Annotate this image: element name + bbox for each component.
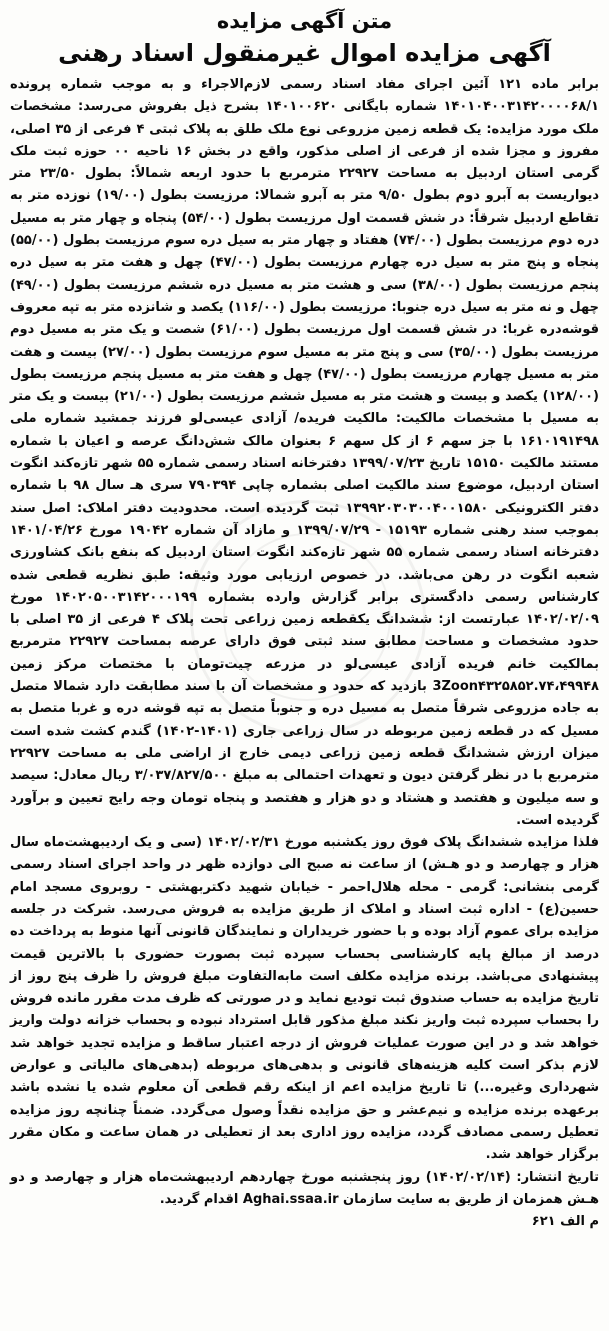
- publication-suffix: اقدام گردید.: [159, 1191, 239, 1207]
- publication-date-text: تاریخ انتشار: (۱۴۰۲/۰۲/۱۴) روز پنجشنبه مورخ چهاردهم اردیبهشت‌ماه هزار و چهارصد و دو هـش همزمان از طریق به سایت سازمان: [10, 1169, 599, 1207]
- notice-reference-code: م الف ۶۲۱: [531, 1214, 599, 1230]
- auction-terms-paragraph: فلذا مزایده ششدانگ پلاک فوق روز یکشنبه مورخ ۱۴۰۲/۰۲/۳۱ (سی و یک اردیبهشت‌ماه سال هزار و چهارصد و دو هـش) از ساعت نه صبح الی دوازده ظهر در واحد اجرای اسناد رسمی گرمی بنشانی: گرمی - محله هلال‌احمر - خیابان شهید دکتربهشتی - روبروی مسجد امام حسین(ع) - اداره ثبت اسناد و املاک از طریق مزایده به فروش می‌رسد. شرکت در جلسه مزایده برای عموم آزاد بوده و با حضور خریداران و نمایندگان قانونی آنها منوط به پرداخت ده درصد از مبالغ پایه کارشناسی بحساب سپرده ثبت بصورت حضوری با بالاترین قیمت پیشنهادی می‌باشد. برنده مزایده مکلف است مابه‌التفاوت مبلغ فروش را ظرف پنج روز از تاریخ مزایده به حساب صندوق ثبت تودیع نماید و در صورتی که ظرف مدت مقرر مانده فروش را بحساب سپرده ثبت واریز نکند مبلغ مذکور قابل استرداد نبوده و بحساب خزانه دولت واریز خواهد شد و در این صورت عملیات فروش از درجه اعتبار ساقط و مزایده تجدید خواهد شد لازم بذکر است کلیه هزینه‌های قانونی و بدهی‌های مربوطه (بدهی‌های مالیاتی و عوارض شهرداری وغیره...) تا تاریخ مزایده اعم از اینکه رقم قطعی آن معلوم شده یا نشده باشد برعهده برنده مزایده و نیم‌عشر و حق مزایده نقداً وصول می‌گردد. ضمناً چنانچه روز مزایده تعطیل رسمی مصادف گردد، مزایده روز اداری بعد از تعطیلی در همان ساعت و مکان مقرر برگزار خواهد شد.: [10, 835, 600, 1163]
- notice-body: [10, 74, 599, 1211]
- notice-title: متن آگهی مزایده: [216, 9, 393, 33]
- notice-header: [10, 6, 599, 70]
- property-description-paragraph: برابر ماده ۱۲۱ آئین اجرای مفاد اسناد رسمی لازم‌الاجراء و به موجب شماره پرونده ۱۴۰۱۰۴۰۰۳۱۴۲۰۰۰۰۶۸/۱ شماره بایگانی ۱۴۰۱۰۰۶۲۰ بشرح ذیل بفروش می‌رسد: مشخصات ملک مورد مزایده: یک قطعه زمین مزروعی نوع ملک طلق به پلاک ثبتی ۴ فرعی از ۳۵ اصلی، مفروز و مجزا شده از فرعی از اصلی مذکور، واقع در بخش ۱۶ ناحیه ۰۰ حوزه ثبت ملک گرمی استان اردبیل به مساحت ۲۲۹۲۷ مترمربع با حدود اربعه شمالاً: بطول ۲۳/۵۰ متر دیواریست به آبرو دوم بطول ۹/۵۰ متر به آبرو شمالا: مرزیست بطول (۱۹/۰۰) نوزده متر به تقاطع اردبیل شرقاً: در شش قسمت اول مرزیست بطول (۵۴/۰۰) پنجاه و چهار متر به مسیل دره دوم مرزیست بطول (۷۴/۰۰) هفتاد و چهار متر به سیل دره سوم مرزیست بطول (۵۵/۰۰) پنجاه و پنج متر به سیل دره چهارم مرزیست بطول (۴۷/۰۰) چهل و هفت متر به سیل دره پنجم مرزیست بطول (۳۸/۰۰) سی و هشت متر به مسیل دره ششم مرزیست بطول (۴۹/۰۰) چهل و نه متر به سیل دره جنوبا: مرزیست بطول (۱۱۶/۰۰) یکصد و شانزده متر به تپه معروف قوشه‌دره غربا: در شش قسمت اول مرزیست بطول (۶۱/۰۰) شصت و یک متر به مسیل دوم مرزیست بطول (۳۵/۰۰) سی و پنج متر به مسیل سوم مرزیست بطول (۲۷/۰۰) بیست و هفت متر به مسیل چهارم مرزیست بطول (۴۷/۰۰) چهل و هفت متر به مسیل پنجم مرزیست بطول (۱۲۸/۰۰) یکصد و بیست و هشت متر به مسیل ششم مرزیست بطول (۲۱/۰۰) بیست و یک متر به مسیل با مشخصات مالکیت: مالکیت فریده/ آزادی عیسی‌لو فرزند جمشید شماره ملی ۱۶۱۰۱۹۱۴۹۸ با جز سهم ۶ از کل سهم ۶ بعنوان مالک شش‌دانگ عرصه و اعیان با شماره مستند مالکیت ۱۵۱۵۰ تاریخ ۱۳۹۹/۰۷/۲۳ دفترخانه اسناد رسمی شماره ۵۵ شهر تازه‌کند انگوت استان اردبیل، موضوع سند مالکیت اصلی بشماره چاپی ۷۹۰۳۹۴ سری هـ سال ۹۸ با شماره دفتر الکترونیکی ۱۳۹۹۲۰۳۰۳۰۰۴۰۰۱۵۸۰ ثبت گردیده است. محدودیت دفتر املاک: اصل سند بموجب سند رهنی شماره ۱۵۱۹۳ - ۱۳۹۹/۰۷/۲۹ و مازاد آن شماره ۱۹۰۴۲ مورخ ۱۴۰۱/۰۴/۲۶ دفترخانه اسناد رسمی شماره ۵۵ شهر تازه‌کند انگوت استان اردبیل که بنفع بانک کشاورزی شعبه انگوت در رهن می‌باشد. در خصوص ارزیابی مورد وثیقه: طبق نظریه قطعی شده کارشناس رسمی دادگستری برابر گزارش وارده بشماره ۱۴۰۲۰۵۰۰۳۱۴۲۰۰۰۱۹۹ مورخ ۱۴۰۲/۰۲/۰۹ عبارتست از: ششدانگ یکقطعه زمین زراعی تحت پلاک ۴ فرعی از ۳۵ اصلی با حدود مشخصات و مساحت مطابق سند ثبتی فوق دارای عرصه بمساحت ۲۲۹۲۷ مترمربع بمالکیت خانم فریده آزادی عیسی‌لو در مزرعه چیت‌تومان با مختصات مرکز زمین 3Zoon۴۳۲۵۸۵۲.۷۴،۴۹۹۴۸ بازدید که حدود و مشخصات آن با سند مطابقت دارد شمالا متصل به جاده مزروعی شرقاً متصل به مسیل دره و جنوباً متصل به تپه قوشه دره و غربا متصل به مسیل که در قطعه زمین مربوطه در سال زراعی جاری (۱۴۰۱-۱۴۰۲) گندم کشت شده است میزان ارزش ششدانگ قطعه زمین زراعی دیمی خارج از اراضی ملی به مساحت ۲۲۹۲۷ مترمربع با در نظر گرفتن دیون و تعهدات احتمالی به مبلغ ۳/۰۳۷/۸۲۷/۵۰۰ ریال معادل: سیصد و سه میلیون و هفتصد و هشتاد و دو هزار و هفتصد و پنجاه تومان وجه رایج تعیین و برآورد گردیده است.: [10, 77, 600, 828]
- notice-subtitle: آگهی مزایده اموال غیرمنقول اسناد رهنی: [58, 39, 551, 67]
- publication-date-paragraph: [10, 1167, 599, 1212]
- organization-website: Aghai.ssaa.ir: [242, 1191, 339, 1207]
